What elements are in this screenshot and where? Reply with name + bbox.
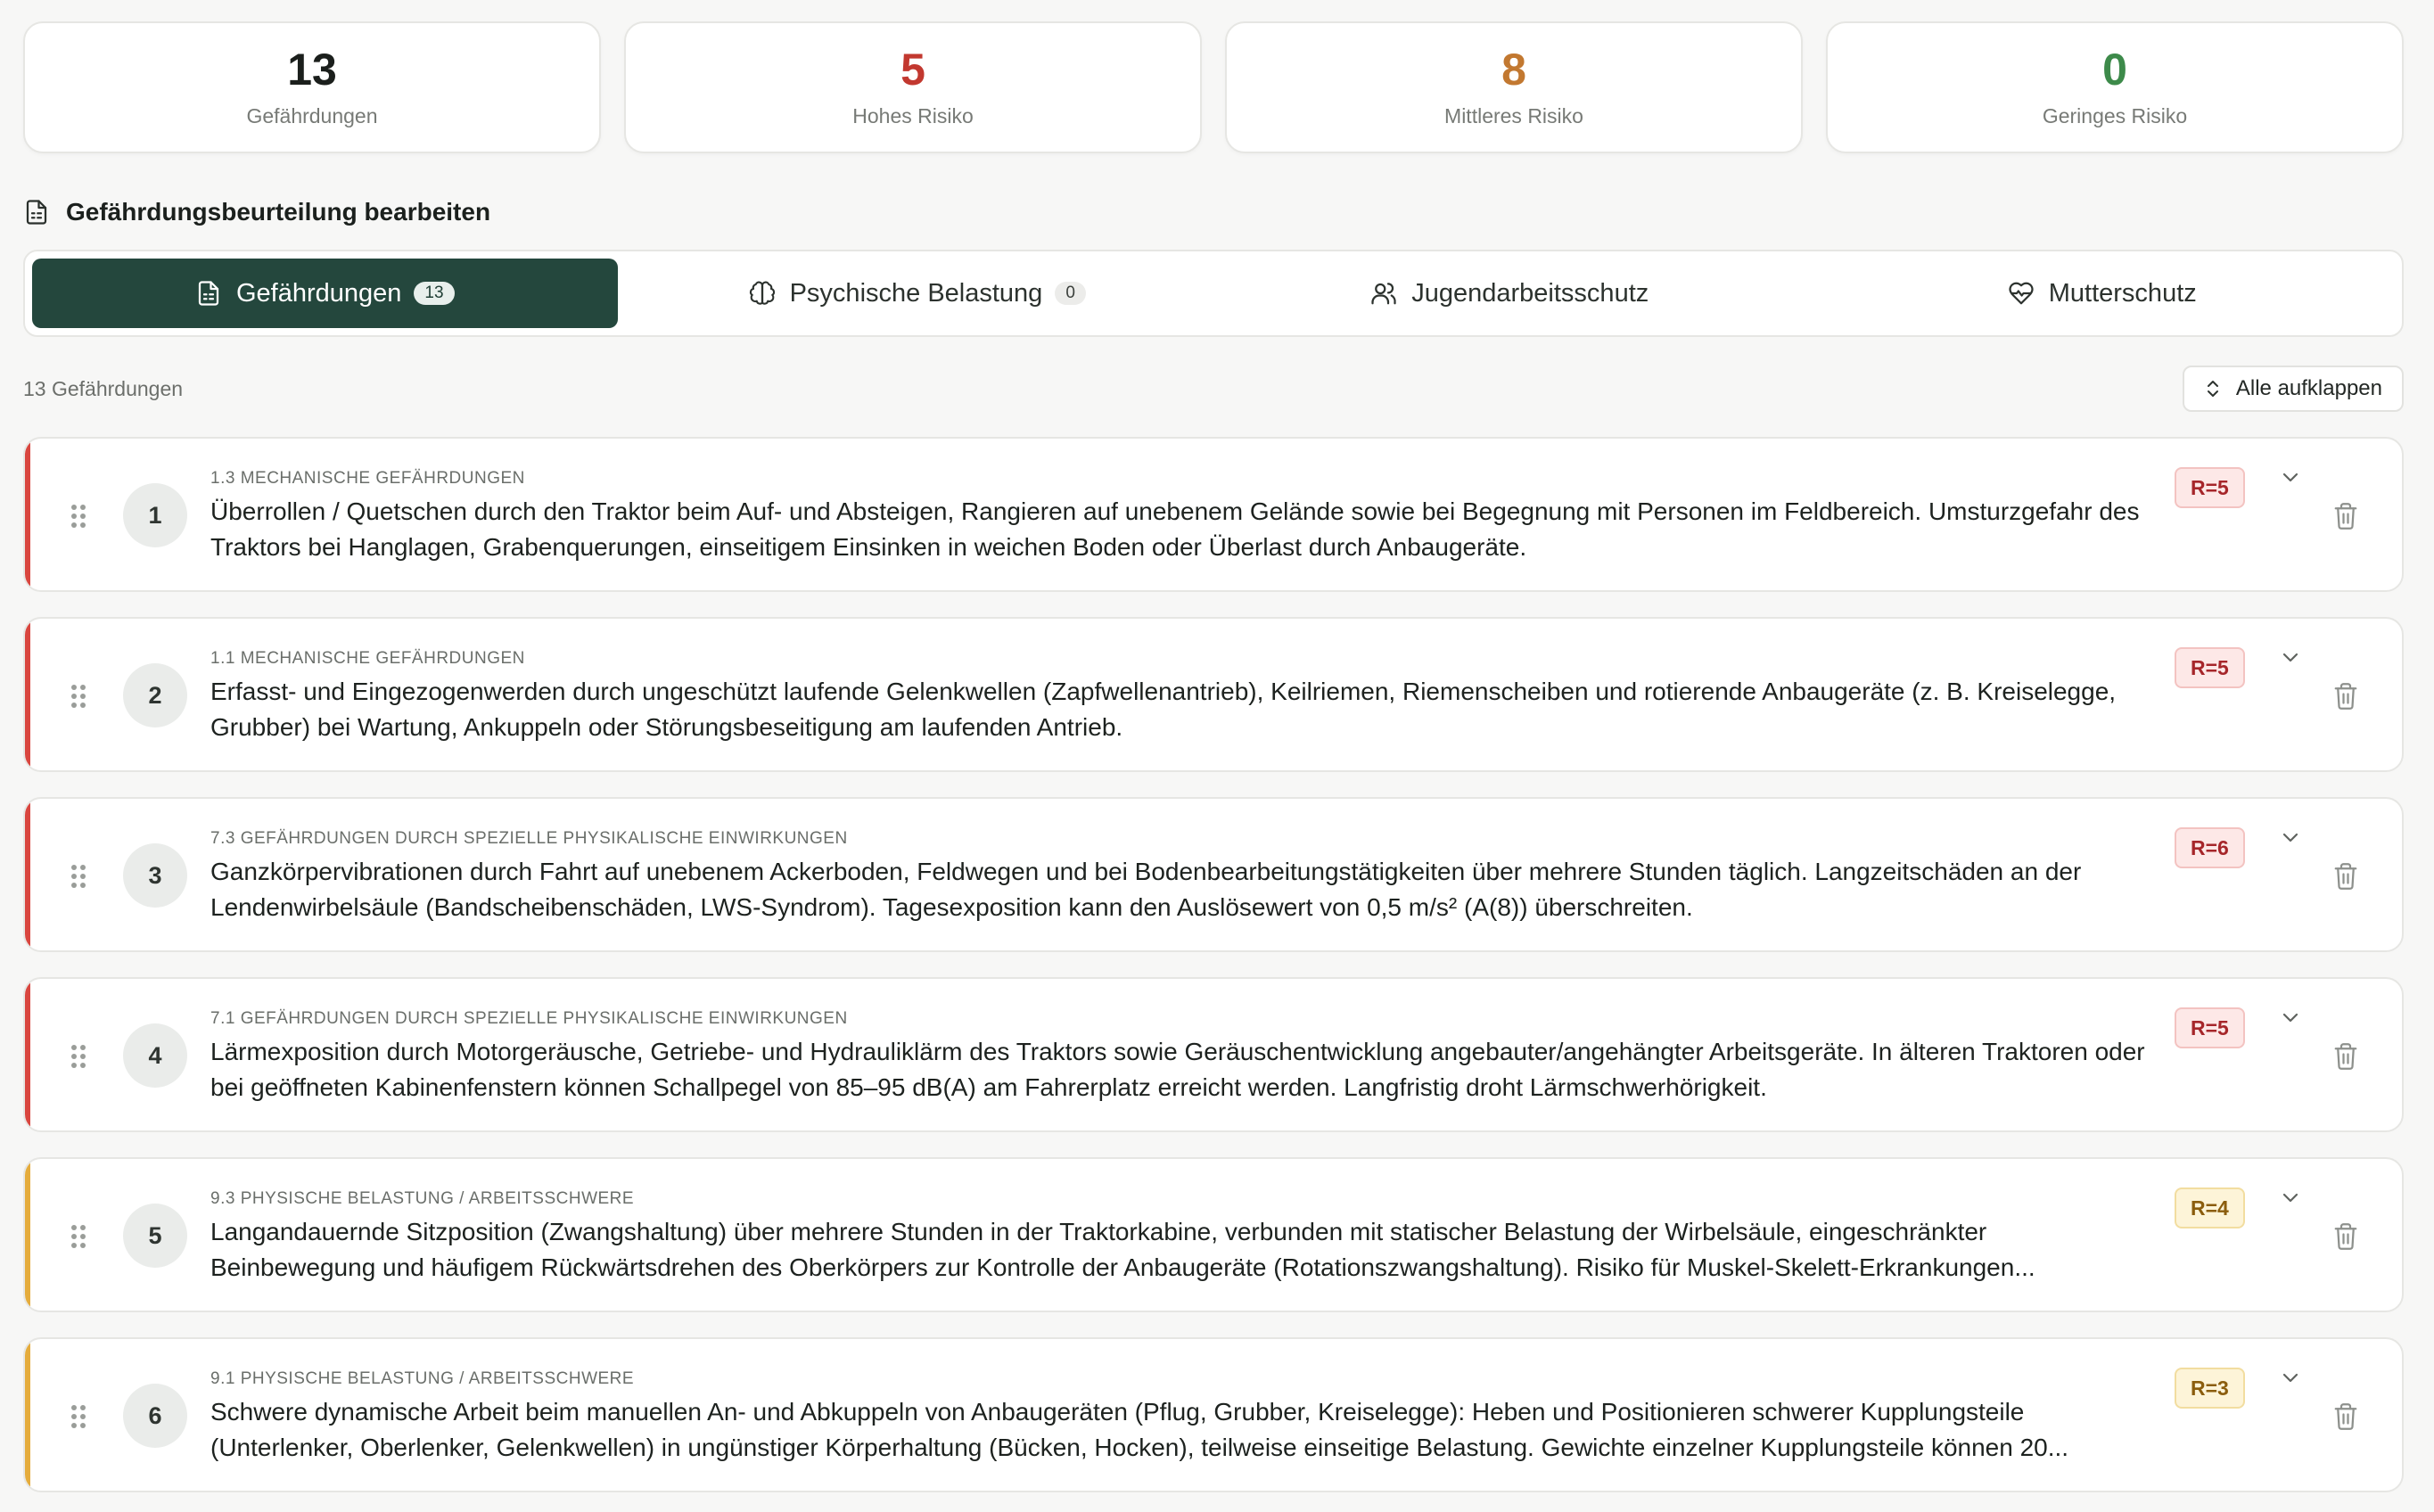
stat-high-card	[624, 21, 1202, 153]
stats-row	[23, 21, 2404, 153]
heart-pulse-icon	[2008, 280, 2035, 307]
hazard-category: 1.3 MECHANISCHE GEFÄHRDUNGEN	[210, 469, 525, 488]
hazard-number: 6	[123, 1384, 187, 1448]
trash-icon[interactable]	[2332, 1401, 2359, 1432]
list-header	[23, 366, 2404, 412]
risk-stripe	[25, 799, 30, 950]
stat-total-card	[23, 21, 601, 153]
hazard-description: Lärmexposition durch Motorgeräusche, Getriebe- und Hydrauliklärm des Traktors sowie Geräuschentwicklung angebauter/angehängter Arbeitsgeräte. In älteren Traktoren oder bei geöffneten Kabinenfenstern können Schallpegel von 85–95 dB(A) am Fahrerplatz erreicht werden. Langfristig droht Lärmschwerhörigkeit.	[210, 1038, 2145, 1101]
tab-label: Mutterschutz	[2048, 278, 2197, 308]
trash-icon[interactable]	[2332, 1041, 2359, 1072]
hazard-description: Überrollen / Quetschen durch den Traktor beim Auf- und Absteigen, Rangieren auf unebenem Gelände sowie bei Begegnung mit Personen im Feldbereich. Umsturzgefahr des Traktors bei Hanglagen, Grabenquerungen, einseitigem Einsinken in weichen Boden oder Überlast durch Anbaugeräte.	[210, 497, 2140, 561]
hazard-category: 1.1 MECHANISCHE GEFÄHRDUNGEN	[210, 649, 525, 668]
risk-badge: R=5	[2175, 467, 2245, 508]
hazard-number: 5	[123, 1204, 187, 1268]
tab-psychische-belastung[interactable]	[625, 259, 1211, 328]
hazard-description: Ganzkörpervibrationen durch Fahrt auf unebenem Ackerboden, Feldwegen und bei Bodenbearbeitungstätigkeiten über mehrere Stunden täglich. Langzeitschäden an der Lendenwirbelsäule (Bandscheibenschäden, LWS-Syndrom). Tagesexposition kann den Auslösewert von 0,5 m/s² (A(8)) überschreiten.	[210, 858, 2082, 921]
risk-badge: R=5	[2175, 1007, 2245, 1048]
hazard-card[interactable]	[23, 1337, 2404, 1492]
hazard-number: 1	[123, 483, 187, 547]
hazard-number: 2	[123, 663, 187, 727]
stat-mid-card	[1225, 21, 1803, 153]
risk-badge: R=5	[2175, 647, 2245, 688]
risk-stripe	[25, 439, 30, 590]
chevron-down-icon[interactable]	[2279, 1189, 2302, 1207]
risk-badge: R=3	[2175, 1368, 2245, 1409]
chevron-down-icon[interactable]	[2279, 829, 2302, 847]
risk-stripe	[25, 1339, 30, 1491]
hazard-description: Langandauernde Sitzposition (Zwangshaltung) über mehrere Stunden in der Traktorkabine, verbunden mit statischer Belastung der Wirbelsäule, eingeschränkter Beinbewegung und häufigem Rückwärtsdrehen des Oberkörpers zur Kontrolle der Anbaugeräte (Rotationszwangshaltung). Risiko für Muskel-Skelett-Erkrankungen...	[210, 1218, 2035, 1281]
tab-gefaehrdungen[interactable]	[32, 259, 618, 328]
hazard-number: 4	[123, 1023, 187, 1088]
page	[23, 21, 2404, 1492]
expand-all-button[interactable]	[2183, 366, 2404, 412]
stat-mid-value: 8	[1501, 44, 1526, 94]
trash-icon[interactable]	[2332, 681, 2359, 711]
stat-mid-label: Mittleres Risiko	[1444, 103, 1583, 127]
hazard-card[interactable]	[23, 1157, 2404, 1312]
tab-label: Jugendarbeitsschutz	[1411, 278, 1649, 308]
risk-stripe	[25, 1159, 30, 1311]
stat-high-value: 5	[900, 44, 925, 94]
hazard-category: 9.1 PHYSISCHE BELASTUNG / ARBEITSSCHWERE	[210, 1369, 635, 1388]
stat-total-label: Gefährdungen	[246, 103, 378, 127]
hazard-category: 7.3 GEFÄHRDUNGEN DURCH SPEZIELLE PHYSIKALISCHE EINWIRKUNGEN	[210, 829, 848, 848]
trash-icon[interactable]	[2332, 501, 2359, 531]
drag-handle-icon[interactable]	[71, 865, 86, 888]
tab-label: Gefährdungen	[235, 278, 402, 308]
hazard-card[interactable]	[23, 977, 2404, 1132]
hazard-number: 3	[123, 843, 187, 908]
section-header	[23, 194, 2404, 230]
hazard-list	[23, 437, 2404, 1492]
risk-badge: R=6	[2175, 827, 2245, 868]
tab-label: Psychische Belastung	[789, 278, 1043, 308]
drag-handle-icon[interactable]	[71, 685, 86, 708]
drag-handle-icon[interactable]	[71, 505, 86, 528]
document-icon	[23, 198, 50, 226]
tab-count-badge: 13	[414, 282, 454, 305]
drag-handle-icon[interactable]	[71, 1225, 86, 1248]
risk-stripe	[25, 979, 30, 1130]
chevron-down-icon[interactable]	[2279, 1369, 2302, 1387]
hazard-card[interactable]	[23, 437, 2404, 592]
hazard-count-label: 13 Gefährdungen	[23, 376, 184, 400]
risk-stripe	[25, 619, 30, 770]
chevron-down-icon[interactable]	[2279, 469, 2302, 487]
users-icon	[1370, 280, 1397, 307]
hazard-card[interactable]	[23, 617, 2404, 772]
stat-low-label: Geringes Risiko	[2042, 103, 2188, 127]
chevrons-up-down-icon	[2204, 378, 2222, 399]
risk-badge: R=4	[2175, 1187, 2245, 1228]
stat-high-label: Hohes Risiko	[852, 103, 974, 127]
section-title: Gefährdungsbeurteilung bearbeiten	[66, 198, 491, 226]
hazard-category: 7.1 GEFÄHRDUNGEN DURCH SPEZIELLE PHYSIKALISCHE EINWIRKUNGEN	[210, 1009, 848, 1028]
stat-low-card	[1826, 21, 2404, 153]
tab-count-badge: 0	[1055, 282, 1086, 305]
brain-icon	[749, 280, 776, 307]
drag-handle-icon[interactable]	[71, 1405, 86, 1428]
trash-icon[interactable]	[2332, 1221, 2359, 1252]
hazard-description: Erfasst- und Eingezogenwerden durch ungeschützt laufende Gelenkwellen (Zapfwellenantrieb), Keilriemen, Riemenscheiben und rotierende Anbaugeräte (z. B. Kreiselegge, Grubber) bei Wartung, Ankuppeln oder Störungsbeseitigung am laufenden Antrieb.	[210, 678, 2117, 741]
trash-icon[interactable]	[2332, 861, 2359, 892]
stat-low-value: 0	[2102, 44, 2127, 94]
hazard-description: Schwere dynamische Arbeit beim manuellen An- und Abkuppeln von Anbaugeräten (Pflug, Grubber, Kreiselegge): Heben und Positionieren schwerer Kupplungsteile (Unterlenker, Oberlenker, Gelenkwellen) in ungünstiger Körperhaltung (Bücken, Hocken), teilweise einseitige Belastung. Gewichte einzelner Kupplungsteile können 20...	[210, 1398, 2069, 1461]
drag-handle-icon[interactable]	[71, 1045, 86, 1068]
stat-total-value: 13	[287, 44, 337, 94]
chevron-down-icon[interactable]	[2279, 1009, 2302, 1027]
hazard-card[interactable]	[23, 797, 2404, 952]
tab-jugendarbeitsschutz[interactable]	[1217, 259, 1803, 328]
hazard-category: 9.3 PHYSISCHE BELASTUNG / ARBEITSSCHWERE	[210, 1189, 635, 1208]
expand-all-label: Alle aufklappen	[2235, 376, 2382, 400]
document-icon	[195, 280, 222, 307]
chevron-down-icon[interactable]	[2279, 649, 2302, 667]
tab-mutterschutz[interactable]	[1810, 259, 2396, 328]
tab-bar	[23, 250, 2404, 337]
